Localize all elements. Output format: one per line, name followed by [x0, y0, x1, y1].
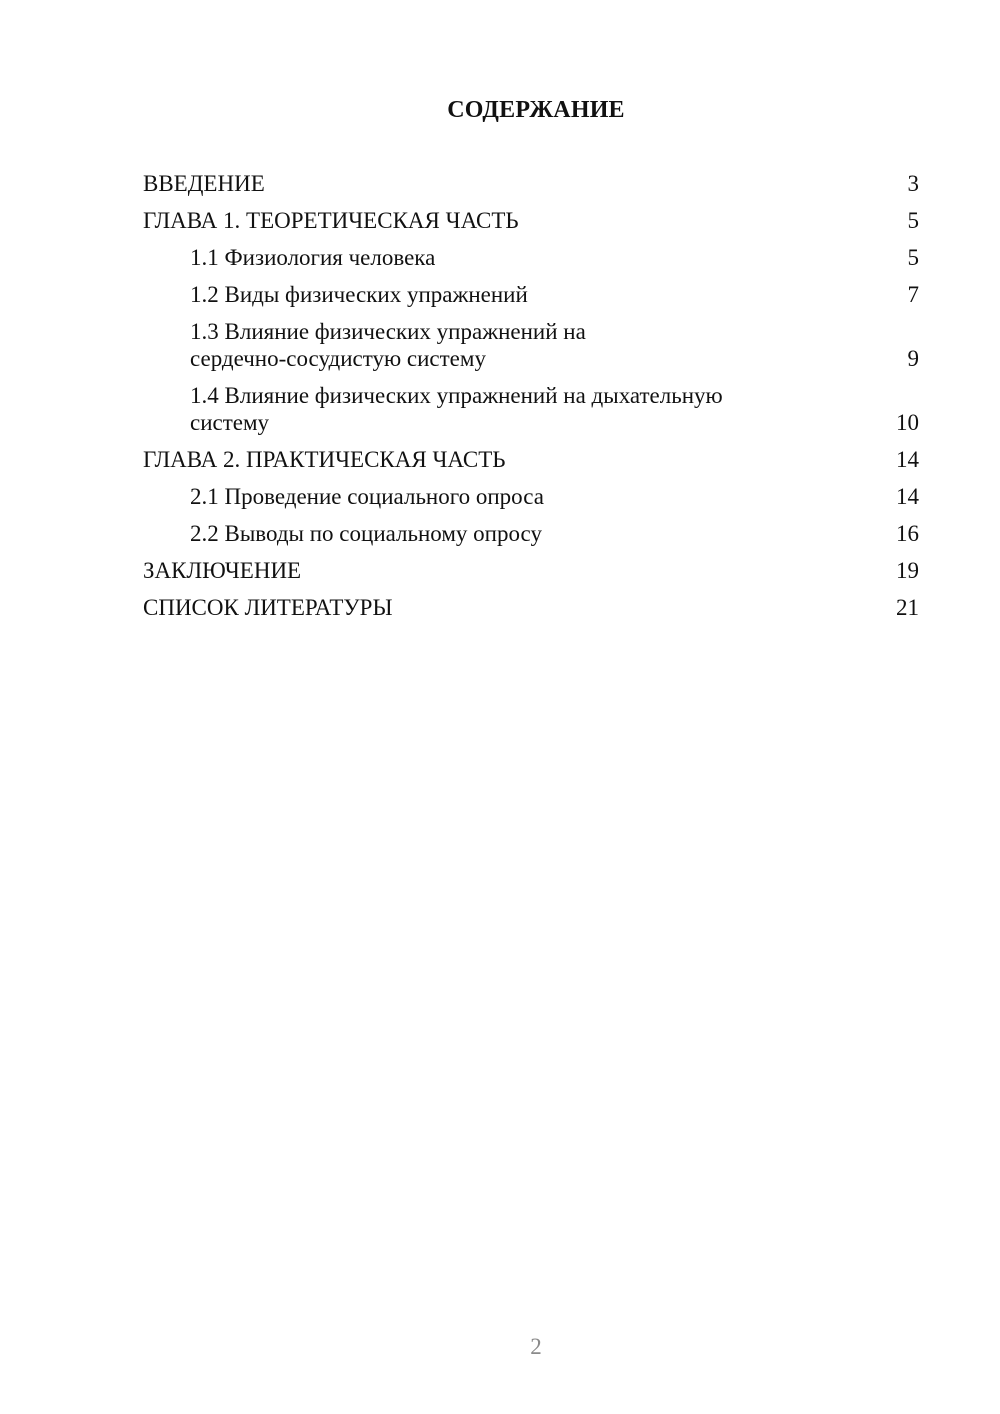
toc-item-conclusion[interactable]: [143, 557, 919, 584]
toc-item-page: 14: [896, 484, 919, 509]
page-number: 2: [530, 1334, 542, 1359]
toc-item-page: 21: [896, 595, 919, 620]
toc-item-label: 1.1 Физиология человека: [190, 245, 436, 270]
toc-item-page: 3: [907, 171, 919, 196]
toc-item-references[interactable]: [143, 594, 919, 621]
toc-item-introduction[interactable]: [143, 170, 919, 197]
toc-item-page: 19: [896, 558, 919, 583]
toc-item-section-1-2[interactable]: [143, 281, 919, 308]
toc-item-section-1-3[interactable]: [143, 318, 919, 372]
toc-item-page: 16: [896, 521, 919, 546]
toc-item-label: ГЛАВА 2. ПРАКТИЧЕСКАЯ ЧАСТЬ: [143, 447, 506, 472]
toc-item-section-2-1[interactable]: [143, 483, 919, 510]
table-of-contents: [143, 170, 919, 631]
toc-item-chapter-1[interactable]: [143, 207, 919, 234]
toc-item-chapter-2[interactable]: [143, 446, 919, 473]
toc-item-page: 10: [896, 410, 919, 435]
toc-item-label: 2.1 Проведение социального опроса: [190, 484, 544, 509]
toc-item-label: 1.2 Виды физических упражнений: [190, 282, 528, 307]
toc-item-page: 5: [907, 245, 919, 270]
toc-item-page: 14: [896, 447, 919, 472]
toc-item-label: ГЛАВА 1. ТЕОРЕТИЧЕСКАЯ ЧАСТЬ: [143, 208, 519, 233]
toc-item-label: 1.4 Влияние физических упражнений на дыхательную систему: [190, 383, 723, 435]
toc-item-label: ЗАКЛЮЧЕНИЕ: [143, 558, 302, 583]
page-title: СОДЕРЖАНИЕ: [447, 97, 625, 123]
toc-item-section-1-4[interactable]: [143, 382, 919, 436]
toc-item-section-1-1[interactable]: [143, 244, 919, 271]
toc-item-label: ВВЕДЕНИЕ: [143, 171, 265, 196]
toc-item-page: 5: [907, 208, 919, 233]
toc-item-label: 2.2 Выводы по социальному опросу: [190, 521, 542, 546]
toc-item-page: 9: [907, 346, 919, 371]
toc-item-label: 1.3 Влияние физических упражнений на сердечно-сосудистую систему: [190, 319, 586, 371]
toc-item-label: СПИСОК ЛИТЕРАТУРЫ: [143, 595, 393, 620]
toc-item-section-2-2[interactable]: [143, 520, 919, 547]
toc-item-page: 7: [907, 282, 919, 307]
